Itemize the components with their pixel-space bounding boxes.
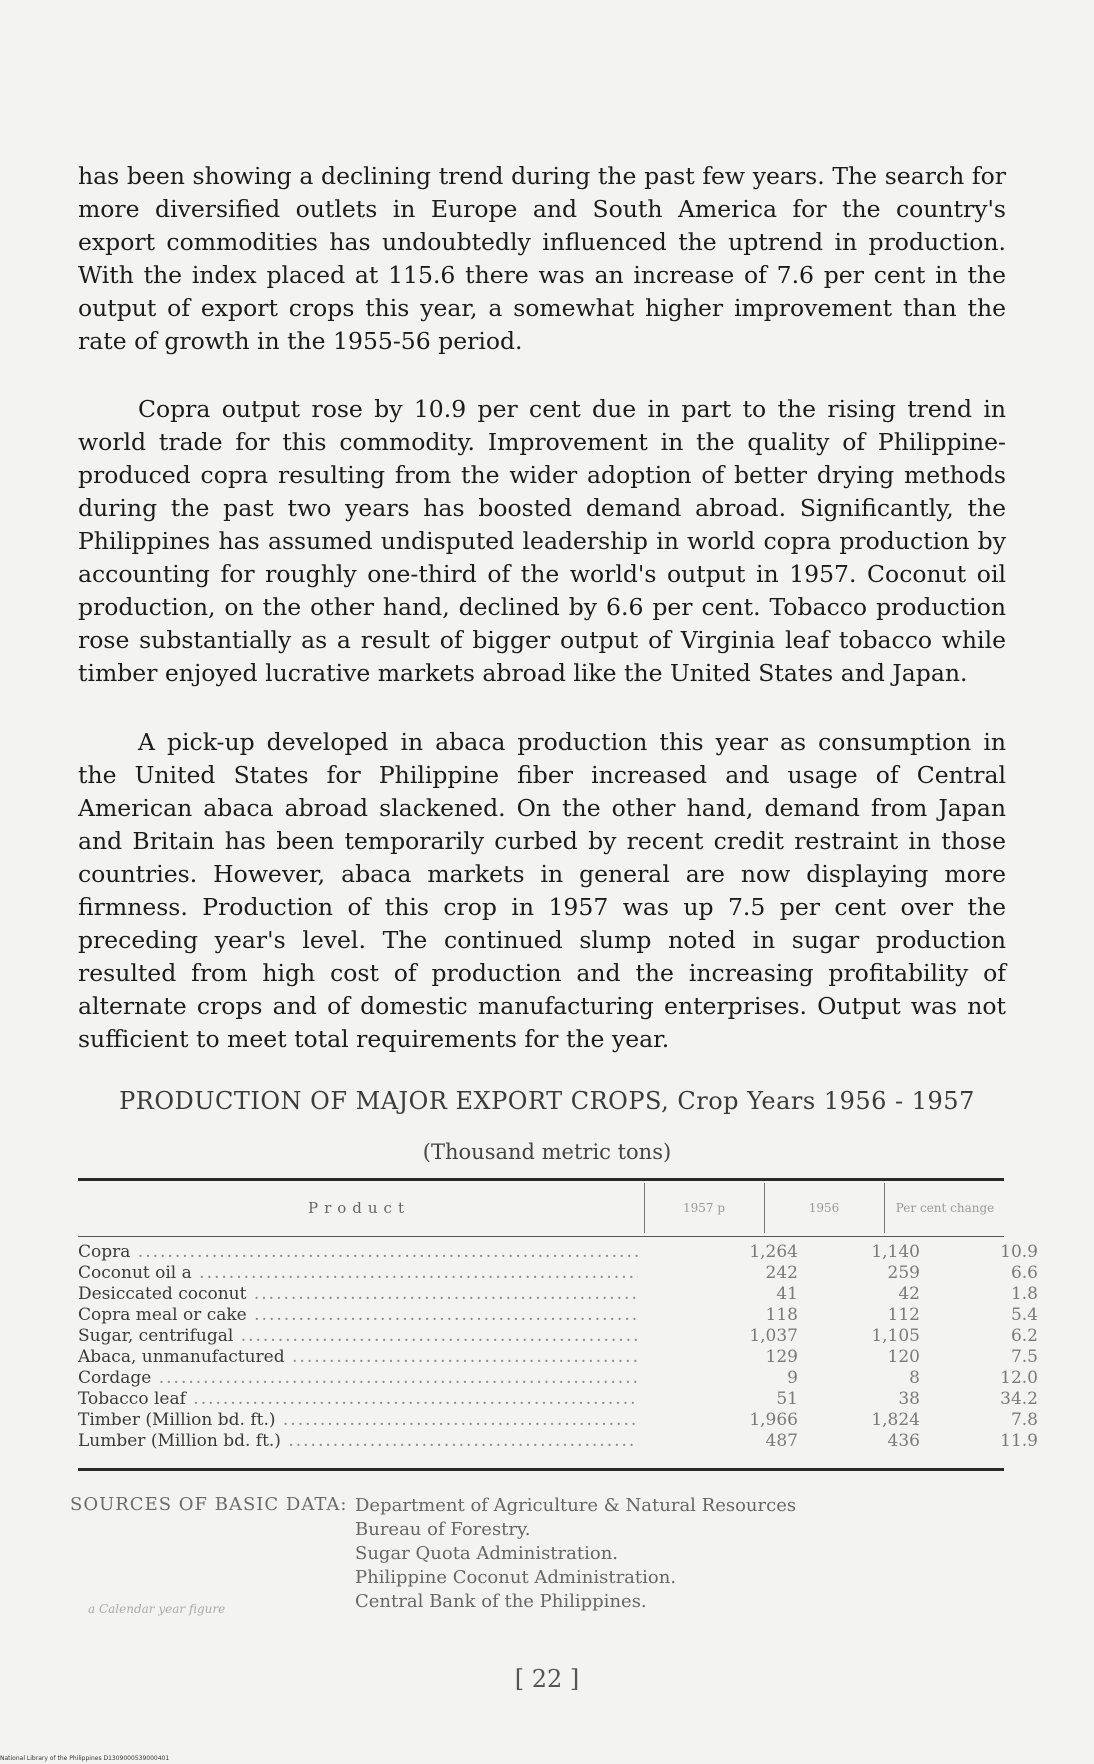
cell-1957: 1,966 <box>749 1410 798 1430</box>
table-top-rule <box>78 1178 1004 1181</box>
cell-percent: 6.6 <box>1010 1263 1038 1283</box>
table-subtitle: (Thousand metric tons) <box>422 1140 672 1164</box>
cell-1957: 242 <box>765 1263 798 1283</box>
paragraph-1: has been showing a declining trend during the past few years. The search for more diversified outlets in Europe and South America for the country's export commodities has undoubtedly influenced the uptrend in production. With the index placed at 115.6 there was an increase of 7.6 per cent in the output of export crops this year, a somewhat higher improvement than the rate of growth in the 1955-56 period. <box>78 162 1006 355</box>
cell-percent: 1.8 <box>1010 1284 1038 1304</box>
sources-label: SOURCES OF BASIC DATA: <box>70 1494 348 1515</box>
source-item: Bureau of Forestry. <box>355 1519 531 1540</box>
sources-list <box>355 1494 796 1614</box>
cell-product: Timber (Million bd. ft.) ..... <box>78 1410 638 1431</box>
cell-1956: 120 <box>887 1347 920 1367</box>
cell-1956: 38 <box>898 1389 920 1409</box>
cell-percent: 6.2 <box>1010 1326 1038 1346</box>
cell-1956: 436 <box>887 1431 920 1451</box>
source-item: Central Bank of the Philippines. <box>355 1591 647 1612</box>
cell-1956: 1,140 <box>871 1242 920 1262</box>
header-1956: 1956 <box>764 1183 883 1233</box>
table-row <box>78 1410 1038 1431</box>
cell-percent: 7.5 <box>1010 1347 1038 1367</box>
table-row <box>78 1347 1038 1368</box>
cell-1957: 1,037 <box>749 1326 798 1346</box>
header-1957: 1957 p <box>644 1183 763 1233</box>
scan-watermark: National Library of the Philippines D1309000539000401 <box>0 1755 170 1762</box>
table-bottom-rule <box>78 1468 1004 1471</box>
table-row <box>78 1242 1038 1263</box>
table-row <box>78 1284 1038 1305</box>
cell-1956: 1,105 <box>871 1326 920 1346</box>
source-item: Department of Agriculture & Natural Resources <box>355 1495 797 1516</box>
cell-1956: 112 <box>887 1305 920 1325</box>
cell-product: Coconut oil a ..... <box>78 1263 638 1284</box>
cell-1957: 1,264 <box>749 1242 798 1262</box>
cell-percent: 5.4 <box>1010 1305 1038 1325</box>
paragraph-2: Copra output rose by 10.9 per cent due in part to the rising trend in world trade for this commodity. Improvement in the quality of Philippine-produced copra resulting from the wider adoption of better drying methods during the past two years has boosted demand abroad. Significantly, the Philippines has assumed undisputed leadership in world copra production by accounting for roughly one-third of the world's output in 1957. Coconut oil production, on the other hand, declined by 6.6 per cent. Tobacco production rose substantially as a result of bigger output of Virginia leaf tobacco while timber enjoyed lucrative markets abroad like the United States and Japan. <box>78 395 1006 687</box>
cell-product: Desiccated coconut ..... <box>78 1284 638 1305</box>
table-title: PRODUCTION OF MAJOR EXPORT CROPS, Crop Years 1956 - 1957 <box>119 1087 975 1115</box>
cell-1957: 487 <box>765 1431 798 1451</box>
cell-percent: 12.0 <box>1000 1368 1038 1388</box>
cell-percent: 34.2 <box>1000 1389 1038 1409</box>
cell-percent: 11.9 <box>1000 1431 1038 1451</box>
table-row <box>78 1326 1038 1347</box>
cell-product: Cordage ..... <box>78 1368 638 1389</box>
paragraph-3: A pick-up developed in abaca production this year as consumption in the United States for Philippine fiber increased and usage of Central American abaca abroad slackened. On the other hand, demand from Japan and Britain has been temporarily curbed by recent credit restraint in those countries. However, abaca markets in general are now displaying more firmness. Production of this crop in 1957 was up 7.5 per cent over the preceding year's level. The continued slump noted in sugar production resulted from high cost of production and the increasing profitability of alternate crops and of domestic manufacturing enterprises. Output was not sufficient to meet total requirements for the year. <box>78 728 1006 1053</box>
cell-1957: 9 <box>787 1368 798 1388</box>
cell-product: Lumber (Million bd. ft.) ..... <box>78 1431 638 1452</box>
cell-1956: 42 <box>898 1284 920 1304</box>
cell-product: Sugar, centrifugal ..... <box>78 1326 638 1347</box>
header-product: Product <box>308 1199 410 1217</box>
cell-1957: 118 <box>765 1305 798 1325</box>
table-row <box>78 1305 1038 1326</box>
footnote: a Calendar year figure <box>88 1602 226 1616</box>
cell-percent: 10.9 <box>1000 1242 1038 1262</box>
cell-product: Copra meal or cake ..... <box>78 1305 638 1326</box>
table-body <box>78 1242 1038 1452</box>
cell-percent: 7.8 <box>1010 1410 1038 1430</box>
table-row <box>78 1263 1038 1284</box>
table-row <box>78 1389 1038 1410</box>
cell-product: Tobacco leaf ..... <box>78 1389 638 1410</box>
cell-1956: 1,824 <box>871 1410 920 1430</box>
header-rule <box>78 1236 1004 1237</box>
cell-1957: 129 <box>765 1347 798 1367</box>
page-number: [ 22 ] <box>514 1665 580 1693</box>
source-item: Philippine Coconut Administration. <box>355 1567 677 1588</box>
cell-1957: 51 <box>776 1389 798 1409</box>
source-item: Sugar Quota Administration. <box>355 1543 619 1564</box>
table-row <box>78 1431 1038 1452</box>
cell-1956: 259 <box>887 1263 920 1283</box>
cell-product: Copra ..... <box>78 1242 638 1263</box>
table-row <box>78 1368 1038 1389</box>
cell-product: Abaca, unmanufactured ..... <box>78 1347 638 1368</box>
header-percent-change: Per cent change <box>884 1183 1005 1233</box>
cell-1956: 8 <box>909 1368 920 1388</box>
cell-1957: 41 <box>776 1284 798 1304</box>
